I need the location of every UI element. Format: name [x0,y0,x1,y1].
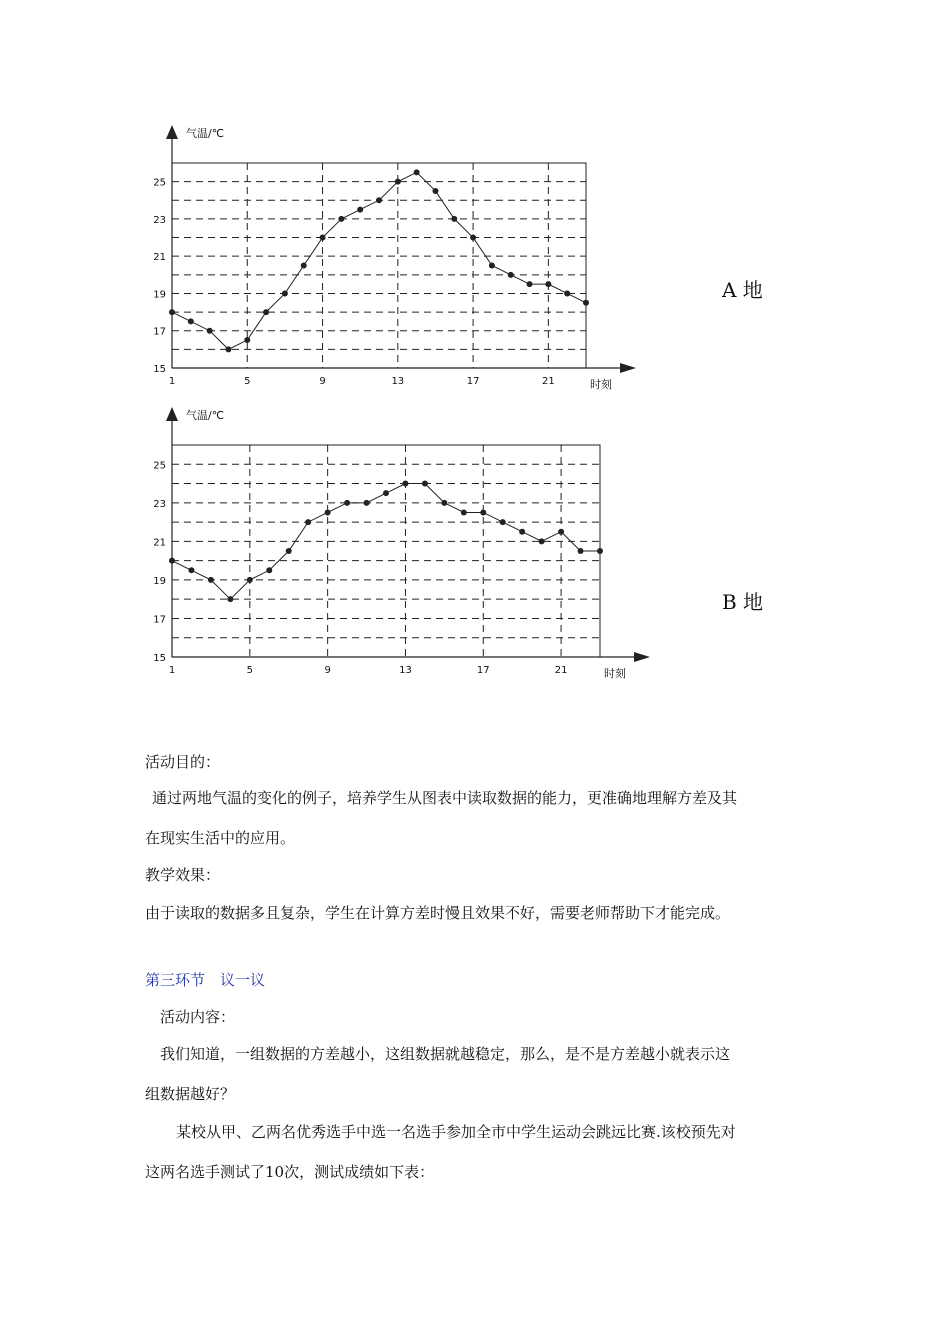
chart-b-data-point [480,509,486,515]
chart-a-data-point [395,179,401,185]
place-label-a: A 地 [722,278,763,302]
chart-a-x-tick-label: 5 [244,376,251,387]
chart-b-data-point [188,567,194,573]
chart-b-x-tick-label: 13 [399,665,412,676]
effect-body: 由于读取的数据多且复杂，学生在计算方差时慢且效果不好，需要老师帮助下才能完成。 [145,904,731,922]
chart-b-plot-frame [172,445,600,657]
chart-b-y-tick-label: 17 [153,614,166,626]
chart-a-x-tick-label: 9 [319,376,326,387]
goal-body-2: 在现实生活中的应用。 [145,829,296,847]
chart-a-data-point [489,263,495,269]
chart-b-y-tick-label: 19 [153,575,166,587]
chart-a-y-tick-label: 15 [153,364,166,375]
chart-a [140,118,660,398]
chart-b-data-point [247,577,253,583]
chart-a-data-point [583,300,589,306]
chart-a-data-point [244,337,250,343]
chart-b-data-point [169,558,175,564]
chart-a-y-tick-label: 17 [153,326,166,338]
chart-a-data-point [169,309,175,315]
goal-title: 活动目的： [145,753,221,771]
chart-b-x-axis-label: 时刻 [604,667,626,680]
chart-a-data-point [282,290,288,296]
chart-b-x-tick-label: 9 [324,665,331,676]
chart-a-data-point [338,216,344,222]
chart-a-data-point [263,309,269,315]
chart-b-data-point [597,548,603,554]
chart-a-data-point [451,216,457,222]
chart-a-y-tick-label: 25 [153,177,166,189]
school-body-1: 某校从甲、乙两名优秀选手中选一名选手参加全市中学生运动会跳远比赛.该校预先对 [176,1123,736,1141]
chart-a-x-tick-label: 1 [168,376,176,387]
chart-a-data-point [188,318,194,324]
chart-b-x-tick-label: 21 [554,665,568,676]
chart-b-y-tick-label: 21 [153,537,166,549]
chart-a-data-point [225,346,231,352]
chart-b-data-point [578,548,584,554]
chart-a-y-tick-label: 21 [153,252,166,264]
chart-a-y-axis-label: 气温/℃ [186,127,225,140]
chart-a-y-tick-label: 19 [153,289,166,301]
chart-a-x-axis-label: 时刻 [590,378,612,391]
school-body-2: 这两名选手测试了10次，测试成绩如下表： [145,1163,435,1181]
chart-b-data-point [422,481,428,487]
content-title: 活动内容： [160,1008,236,1026]
content-body-2: 组数据越好？ [145,1085,236,1103]
chart-b-x-axis-arrow [634,652,650,662]
chart-b-data-point [227,596,233,602]
chart-b-y-axis-arrow [166,407,178,421]
chart-a-data-point [357,207,363,213]
chart-b-data-point [461,509,467,515]
chart-a-data-point [564,290,570,296]
chart-b-data-point [441,500,447,506]
chart-a-data-point [545,281,551,287]
chart-a-x-axis-arrow [620,363,636,373]
chart-b-data-point [266,567,272,573]
chart-b-data-point [519,529,525,535]
chart-b-svg [140,400,660,685]
chart-a-svg [140,118,660,398]
chart-b-data-point [305,519,311,525]
chart-b-data-point [364,500,370,506]
chart-b-y-tick-label: 15 [153,653,166,664]
chart-a-data-point [301,263,307,269]
chart-b-data-point [500,519,506,525]
chart-b-data-point [402,481,408,487]
chart-a-y-axis-arrow [166,125,178,139]
chart-b-x-tick-label: 5 [246,665,254,676]
chart-a-x-tick-label: 13 [391,376,405,387]
chart-b-x-tick-label: 17 [476,665,490,676]
content-body-1: 我们知道，一组数据的方差越小，这组数据就越稳定，那么，是不是方差越小就表示这 [160,1045,731,1063]
chart-b-y-tick-label: 25 [153,460,166,472]
chart-a-x-tick-label: 21 [541,376,555,387]
chart-b-data-point [558,529,564,535]
chart-a-data-point [508,272,514,278]
chart-b-data-point [208,577,214,583]
chart-b-data-point [286,548,292,554]
chart-a-data-point [470,235,476,241]
chart-a-data-point [320,235,326,241]
effect-title: 教学效果： [145,866,221,884]
goal-body-1: 通过两地气温的变化的例子，培养学生从图表中读取数据的能力，更准确地理解方差及其 [152,789,738,807]
chart-a-plot-frame [172,163,586,368]
chart-b-data-point [539,538,545,544]
chart-b-data-point [344,500,350,506]
place-label-b: B 地 [722,590,764,614]
chart-b-y-tick-label: 23 [153,498,166,510]
chart-a-data-point [207,328,213,334]
chart-a-data-point [414,169,420,175]
chart-a-data-point [376,197,382,203]
chart-a-x-tick-label: 17 [466,376,480,387]
section-title: 第三环节 议一议 [145,971,266,989]
chart-b [140,400,660,685]
chart-b-y-axis-label: 气温/℃ [186,409,225,422]
chart-a-data-point [527,281,533,287]
chart-a-y-tick-label: 23 [153,214,166,226]
chart-b-x-tick-label: 1 [168,665,176,676]
chart-a-data-point [432,188,438,194]
chart-b-data-point [325,509,331,515]
chart-b-data-point [383,490,389,496]
